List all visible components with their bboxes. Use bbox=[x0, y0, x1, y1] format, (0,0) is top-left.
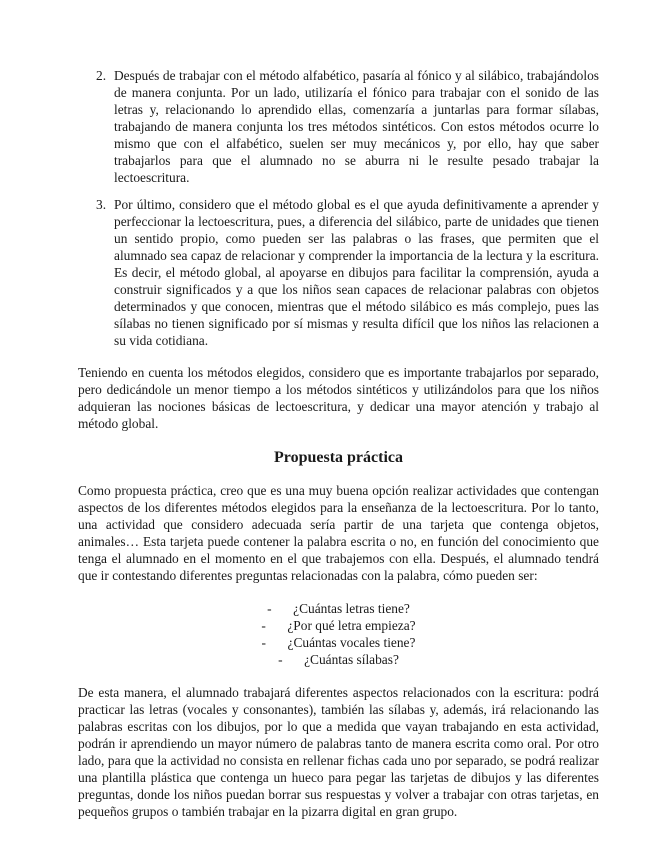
question-text: ¿Cuántas vocales tiene? bbox=[287, 635, 416, 650]
list-item-2 bbox=[96, 67, 599, 186]
list-item-3 bbox=[96, 196, 599, 349]
question-text: ¿Cuántas sílabas? bbox=[304, 652, 399, 667]
list-item-text: Después de trabajar con el método alfabético, pasaría al fónico y al silábico, trabajándolos de manera conjunta. Por un lado, utilizaría el fónico para trabajar con el sonido de las letras y, relacionando lo aprendido ellas, comenzaría a juntarlas para formar sílabas, trabajando de manera conjunta los tres métodos sintéticos. Con estos métodos ocurre lo mismo que con el alfabético, suelen ser muy mecánicos y, por ello, hay que saber trabajarlos para que el alumnado no se aburra ni le resulte pesado trabajar la lectoescritura. bbox=[114, 68, 599, 185]
list-number: 2. bbox=[96, 68, 107, 83]
section-heading: Propuesta práctica bbox=[273, 449, 403, 466]
bullet-dash: - bbox=[261, 618, 266, 633]
paragraph-conclusion: De esta manera, el alumnado trabajará diferentes aspectos relacionados con la escritura: podrá practicar las letras (vocales y consonantes), también las sílabas y, además, irá relacionando las palabras escritas con los dibujos, por lo que a medida que vayan trabajando en esta actividad, podrán ir aprendiendo un mayor número de palabras tanto de manera escrita como oral. Por otro lado, para que la actividad no consista en rellenar fichas cada uno por separado, se podrá realizar una plantilla plástica que contenga un hueco para pegar las tarjetas de dibujos y las diferentes preguntas, donde los niños puedan borrar sus respuestas y volver a trabajar con otras tarjetas, en pequeños grupos o también trabajar en la pizarra digital en gran grupo. bbox=[78, 685, 599, 819]
bullet-dash: - bbox=[267, 601, 272, 616]
paragraph-methods-summary: Teniendo en cuenta los métodos elegidos, considero que es importante trabajarlos por separado, pero dedicándole un menor tiempo a los métodos sintéticos y utilizándolos para que los niños adquieran las nociones básicas de lectoescritura, y dedicar una mayor atención y trabajo al método global. bbox=[78, 365, 599, 431]
question-text: ¿Cuántas letras tiene? bbox=[293, 601, 410, 616]
list-item-text: Por último, considero que el método global es el que ayuda definitivamente a aprender y perfeccionar la lectoescritura, pues, a diferencia del silábico, parte de unidades que tienen un sentido propio, como pueden ser las palabras o las frases, que permiten que el alumnado sea capaz de relacionar y comprender la importancia de la lectura y la escritura. Es decir, el método global, al apoyarse en dibujos para facilitar la comprensión, ayuda a construir significados y a que los niños sean capaces de relacionar palabras con objetos determinados y que conocen, mientras que el método silábico es más complejo, pues las sílabas no tienen significado por sí mismas y resulta difícil que los niños las relacionen a su vida cotidiana. bbox=[114, 197, 599, 348]
question-item bbox=[78, 651, 599, 668]
question-item bbox=[78, 634, 599, 651]
question-item bbox=[78, 617, 599, 634]
list-number: 3. bbox=[96, 197, 107, 212]
question-text: ¿Por qué letra empieza? bbox=[287, 618, 416, 633]
paragraph-proposal: Como propuesta práctica, creo que es una muy buena opción realizar actividades que contengan aspectos de los diferentes métodos elegidos para la enseñanza de la lectoescritura. Por lo tanto, una actividad que considero adecuada sería partir de una tarjeta que contenga objetos, animales… Esta tarjeta puede contener la palabra escrita o no, en función del conocimiento que tenga el alumnado en el momento en el que trabajemos con ella. Después, el alumnado tendrá que ir contestando diferentes preguntas relacionadas con la palabra, cómo pueden ser: bbox=[78, 483, 599, 583]
question-item bbox=[78, 600, 599, 617]
question-list bbox=[78, 600, 599, 668]
bullet-dash: - bbox=[278, 652, 283, 667]
bullet-dash: - bbox=[261, 635, 267, 650]
